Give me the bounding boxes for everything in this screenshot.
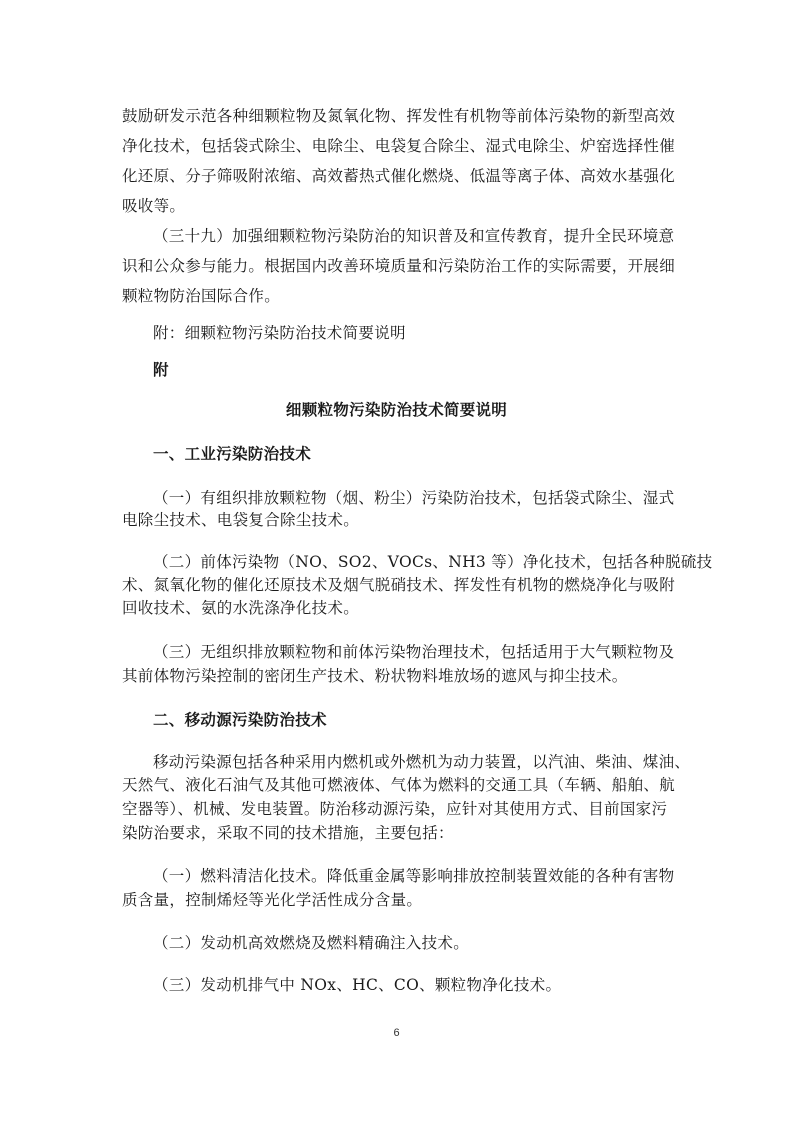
body-text-line: 识和公众参与能力。根据国内改善环境质量和污染防治工作的实际需要，开展细 <box>122 257 676 275</box>
body-text-line: （三十九）加强细颗粒物污染防治的知识普及和宣传教育，提升全民环境意 <box>153 227 675 245</box>
appendix-label: 附 <box>153 361 169 379</box>
body-text-line: 化还原、分子筛吸附浓缩、高效蓄热式催化燃烧、低温等离子体、高效水基强化 <box>122 167 676 185</box>
body-text-line: 染防治要求，采取不同的技术措施，主要包括： <box>122 824 454 842</box>
appendix-title: 细颗粒物污染防治技术简要说明 <box>285 401 508 419</box>
body-text-line: 天然气、液化石油气及其他可燃液体、气体为燃料的交通工具（车辆、船舶、航 <box>122 776 676 794</box>
body-text-line: （三）无组织排放颗粒物和前体污染物治理技术，包括适用于大气颗粒物及 <box>153 643 675 661</box>
body-text-line: 质含量，控制烯烃等光化学活性成分含量。 <box>122 891 423 909</box>
body-text-line: （三）发动机排气中 NOx、HC、CO、颗粒物净化技术。 <box>153 976 562 994</box>
body-text-line: 电除尘技术、电袋复合除尘技术。 <box>122 511 360 529</box>
body-text-line: （一）有组织排放颗粒物（烟、粉尘）污染防治技术，包括袋式除尘、湿式 <box>153 489 675 507</box>
body-text-line: 移动污染源包括各种采用内燃机或外燃机为动力装置，以汽油、柴油、煤油、 <box>153 753 691 771</box>
body-text-line: 其前体物污染控制的密闭生产技术、粉状物料堆放场的遮风与抑尘技术。 <box>122 667 628 685</box>
body-text-line: 颗粒物防治国际合作。 <box>122 287 281 305</box>
body-text-line: 净化技术，包括袋式除尘、电除尘、电袋复合除尘、湿式电除尘、炉窑选择性催 <box>122 137 676 155</box>
body-text-line: 回收技术、氨的水洗涤净化技术。 <box>122 599 360 617</box>
body-text-line: 空器等）、机械、发电装置。防治移动源污染，应针对其使用方式、目前国家污 <box>122 800 668 818</box>
page-number: 6 <box>393 1027 400 1039</box>
section-heading: 一、工业污染防治技术 <box>153 445 312 463</box>
attachment-note: 附：细颗粒物污染防治技术简要说明 <box>153 324 406 342</box>
body-text-line: （一）燃料清洁化技术。降低重金属等影响排放控制装置效能的各种有害物 <box>153 867 675 885</box>
body-text-line: 鼓励研发示范各种细颗粒物及氮氧化物、挥发性有机物等前体污染物的新型高效 <box>122 107 676 125</box>
body-text-line: 术、氮氧化物的催化还原技术及烟气脱硝技术、挥发性有机物的燃烧净化与吸附 <box>122 576 676 594</box>
body-text-line: （二）前体污染物（NO、SO2、VOCs、NH3 等）净化技术，包括各种脱硫技 <box>153 553 713 571</box>
section-heading: 二、移动源污染防治技术 <box>153 711 327 729</box>
body-text-line: 吸收等。 <box>122 197 186 215</box>
body-text-line: （二）发动机高效燃烧及燃料精确注入技术。 <box>153 934 470 952</box>
